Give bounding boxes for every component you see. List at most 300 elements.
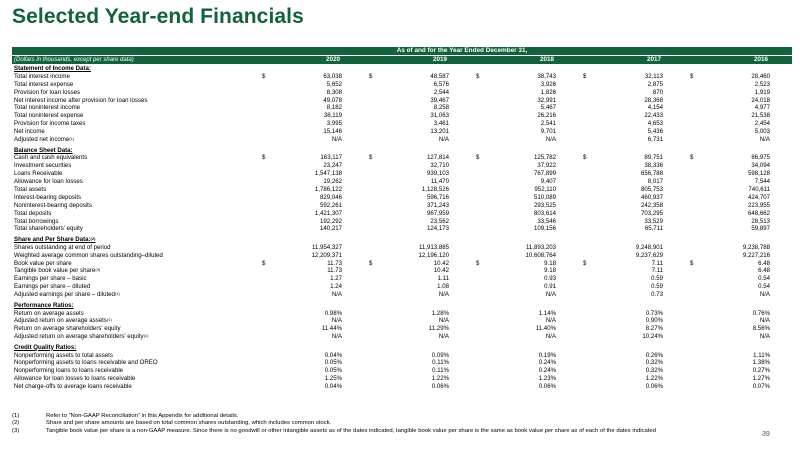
cell-value: 9,407 — [540, 178, 556, 186]
cell-value: 59,897 — [751, 225, 770, 233]
table-row — [12, 225, 792, 233]
currency-symbol: $ — [690, 259, 694, 267]
cell-value: 11.44% — [321, 325, 342, 333]
cell-value: 11,470 — [430, 178, 449, 186]
cell-value: 1,421,307 — [314, 209, 342, 217]
cell-value: 9.18 — [544, 267, 556, 275]
page-title: Selected Year-end Financials — [12, 5, 304, 28]
cell-value: 34,094 — [751, 162, 770, 170]
table-row — [12, 81, 792, 89]
row-label-text: Nonperforming assets to loans receivable and OREO — [14, 359, 158, 367]
cell-value: N/A — [545, 333, 556, 341]
cell-value: 22,433 — [644, 112, 663, 120]
footnote-text: Share and per share amounts are based on total common shares outstanding, which includes common stock. — [46, 420, 332, 427]
cell-value: 0.11% — [432, 367, 449, 375]
section-heading-label — [14, 65, 91, 73]
row-label-text: Adjusted return on average assets — [14, 317, 107, 325]
cell-value: 0.76% — [752, 309, 770, 317]
cell-value: 0.93 — [544, 275, 556, 283]
section-heading-label — [14, 147, 73, 155]
cell-value: 3,926 — [540, 80, 556, 88]
cell-value: 0.54 — [758, 275, 770, 283]
table-row — [12, 162, 792, 170]
cell-value: 37,922 — [537, 162, 556, 170]
cell-value: 1.27 — [330, 275, 342, 283]
cell-value: 0.07% — [752, 383, 770, 391]
section-heading-text: Statement of Income Data: — [14, 65, 91, 72]
table-row — [12, 283, 792, 291]
cell-value: N/A — [759, 136, 770, 144]
cell-value: 0.04% — [324, 351, 342, 359]
cell-value: N/A — [759, 317, 770, 325]
cell-value: 9,701 — [540, 128, 556, 136]
cell-value: 11.40% — [535, 325, 556, 333]
cell-value: 5,003 — [754, 128, 770, 136]
row-label-text: Total borrowings — [14, 217, 59, 225]
table-row — [12, 178, 792, 186]
cell-value: 870 — [652, 88, 663, 96]
cell-value: 2,454 — [754, 120, 770, 128]
currency-symbol: $ — [262, 259, 266, 267]
cell-value: 0.06% — [538, 383, 556, 391]
cell-value: 0.11% — [432, 359, 449, 367]
cell-value: N/A — [331, 136, 342, 144]
cell-value: 0.06% — [645, 383, 663, 391]
row-label — [14, 333, 148, 341]
cell-value: 140,217 — [319, 225, 342, 233]
currency-symbol: $ — [262, 72, 266, 80]
cell-value: 7.11 — [651, 267, 663, 275]
row-label — [14, 202, 92, 210]
cell-value: 2,541 — [540, 120, 556, 128]
cell-value: 939,103 — [426, 170, 449, 178]
cell-value: N/A — [438, 136, 449, 144]
currency-symbol: $ — [369, 72, 373, 80]
row-label-text: Return on average assets — [14, 309, 84, 317]
footnote-ref: (1) — [143, 333, 149, 339]
cell-value: 8,017 — [647, 178, 663, 186]
cell-value: 0.90% — [645, 317, 663, 325]
cell-value: 3,461 — [433, 120, 449, 128]
cell-value: 109,156 — [533, 225, 556, 233]
section-heading — [12, 65, 792, 73]
cell-value: 703,295 — [640, 209, 663, 217]
cell-value: N/A — [438, 333, 449, 341]
row-label — [14, 359, 158, 367]
cell-value: N/A — [759, 291, 770, 299]
cell-value: 293,525 — [533, 201, 556, 209]
cell-value: 4,977 — [754, 104, 770, 112]
cell-value: 163,117 — [320, 154, 342, 162]
footnote-text: Refer to “Non-GAAP Reconciliation” in this Appendix for additional details. — [46, 413, 239, 419]
row-label-text: Shares outstanding at end of period — [14, 243, 111, 251]
row-label-text: Earnings per share – diluted — [14, 283, 91, 291]
row-label-text: Weighted average common shares outstanding–diluted — [14, 251, 163, 259]
cell-value: 5,652 — [326, 80, 342, 88]
section-heading — [12, 147, 792, 155]
row-label — [14, 186, 46, 194]
table-row — [12, 97, 792, 105]
cell-value: 1.22% — [645, 375, 663, 383]
year-header-2018: 2018 — [539, 56, 554, 63]
cell-value: 0.98% — [324, 309, 342, 317]
cell-value: 9.18 — [544, 259, 556, 267]
cell-value: N/A — [545, 291, 556, 299]
cell-value: 0.05% — [324, 359, 342, 367]
row-label — [14, 81, 73, 89]
cell-value: 6,731 — [647, 136, 663, 144]
row-label — [14, 383, 132, 391]
table-row — [12, 186, 792, 194]
cell-value: 9,238,788 — [742, 243, 770, 251]
table-row — [12, 375, 792, 383]
cell-value: 32,710 — [430, 162, 449, 170]
row-label — [14, 154, 87, 162]
table-row — [12, 136, 792, 144]
cell-value: 648,662 — [747, 209, 770, 217]
row-label-text: Total shareholders' equity — [14, 225, 83, 233]
row-label — [14, 352, 113, 360]
currency-symbol: $ — [262, 154, 266, 162]
table-row — [12, 104, 792, 112]
table-row — [12, 89, 792, 97]
row-label-text: Total deposits — [14, 209, 52, 217]
cell-value: 8,308 — [326, 88, 342, 96]
cell-value: 0.05% — [324, 367, 342, 375]
row-label — [14, 120, 85, 128]
currency-symbol: $ — [690, 154, 694, 162]
cell-value: 125,782 — [533, 154, 556, 162]
units-note: (Dollars in thousands, except per share data) — [14, 57, 134, 63]
cell-value: 740,611 — [748, 185, 770, 193]
cell-value: 48,587 — [430, 72, 449, 80]
year-header-2019: 2019 — [432, 56, 447, 63]
row-label-text: Total noninterest expense — [14, 112, 84, 120]
row-label — [14, 367, 123, 375]
row-label-text: Loans Receivable — [14, 170, 63, 178]
cell-value: 2,875 — [647, 80, 663, 88]
table-row — [12, 73, 792, 81]
row-label — [14, 89, 80, 97]
cell-value: 656,788 — [640, 170, 663, 178]
table-row — [12, 218, 792, 226]
cell-value: 967,959 — [426, 209, 449, 217]
row-label — [14, 275, 87, 283]
cell-value: 1,826 — [540, 88, 556, 96]
cell-value: 33,529 — [644, 217, 663, 225]
row-label — [14, 252, 163, 260]
cell-value: 0.59 — [651, 283, 663, 291]
currency-symbol: $ — [369, 259, 373, 267]
row-label-text: Total interest expense — [14, 80, 74, 88]
row-label-text: Total assets — [14, 185, 47, 193]
table-row — [12, 267, 792, 275]
footnote-text: Tangible book value per share is a non-GAAP measure. Since there is no goodwill or other intangible assets as of the dates indicated, tangible book value per share is the same as book value per share as of each of the dates indicated — [46, 427, 656, 434]
row-label-text: Allowance for loan losses — [14, 178, 83, 186]
cell-value: 33,546 — [537, 217, 556, 225]
year-header-2020: 2020 — [325, 56, 340, 63]
row-label-text: Net income — [14, 128, 45, 136]
column-header-row — [12, 56, 792, 64]
row-label-text: Allowance for loan losses to loans receivable — [14, 375, 136, 383]
cell-value: N/A — [545, 317, 556, 325]
row-label-text: Interest-bearing deposits — [14, 193, 82, 201]
cell-value: 460,937 — [640, 193, 663, 201]
cell-value: 38,119 — [323, 112, 342, 120]
cell-value: 89,751 — [644, 154, 663, 162]
cell-value: 1,128,526 — [421, 185, 449, 193]
table-row — [12, 325, 792, 333]
table-row — [12, 310, 792, 318]
cell-value: 0.04% — [324, 383, 342, 391]
row-label-text: Noninterest-bearing deposits — [14, 201, 92, 209]
row-label — [14, 225, 83, 233]
row-label — [14, 104, 80, 112]
table-row — [12, 252, 792, 260]
cell-value: 23,247 — [323, 162, 342, 170]
cell-value: 2,544 — [433, 88, 449, 96]
table-row — [12, 120, 792, 128]
table-row — [12, 352, 792, 360]
cell-value: N/A — [331, 317, 342, 325]
cell-value: 11.73 — [327, 259, 342, 267]
cell-value: 1.25% — [324, 375, 342, 383]
cell-value: N/A — [438, 291, 449, 299]
cell-value: 371,243 — [426, 201, 449, 209]
row-label — [14, 291, 120, 299]
cell-value: 4,154 — [647, 104, 663, 112]
row-label — [14, 112, 83, 120]
currency-symbol: $ — [583, 154, 587, 162]
footnote-number: (2) — [12, 420, 20, 427]
row-label — [14, 178, 83, 186]
row-label-text: Net charge-offs to average loans receivable — [14, 383, 132, 391]
cell-value: 6.48 — [758, 267, 770, 275]
cell-value: 0.91 — [544, 283, 556, 291]
table-row — [12, 333, 792, 341]
cell-value: 5,436 — [647, 128, 663, 136]
cell-value: 829,046 — [319, 193, 342, 201]
cell-value: 0.32% — [645, 367, 663, 375]
row-label-text: Adjusted return on average shareholders' equity — [14, 333, 144, 341]
page-number: 39 — [762, 431, 770, 438]
cell-value: 12,196,120 — [418, 251, 449, 259]
cell-value: 0.19% — [538, 351, 556, 359]
cell-value: 192,292 — [319, 217, 342, 225]
year-header-2016: 2016 — [753, 56, 768, 63]
cell-value: 28,460 — [751, 72, 770, 80]
cell-value: 242,358 — [640, 201, 663, 209]
row-label — [14, 267, 100, 275]
cell-value: 24,018 — [751, 96, 770, 104]
section-heading — [12, 344, 792, 352]
cell-value: N/A — [438, 317, 449, 325]
table-row — [12, 291, 792, 299]
currency-symbol: $ — [476, 72, 480, 80]
cell-value: 49,078 — [323, 96, 342, 104]
row-label — [14, 310, 84, 318]
footnote-number: (1) — [12, 413, 20, 419]
cell-value: 32,991 — [537, 96, 556, 104]
footnote-ref: (1) — [106, 317, 112, 323]
row-label-text: Earnings per share – basic — [14, 275, 87, 283]
row-label — [14, 317, 112, 325]
table-row — [12, 128, 792, 136]
cell-value: 19,262 — [323, 178, 342, 186]
table-row — [12, 367, 792, 375]
cell-value: 31,063 — [430, 112, 449, 120]
cell-value: 0.73 — [651, 291, 663, 299]
row-label-text: Total interest income — [14, 72, 70, 80]
table-row — [12, 194, 792, 202]
row-label-text: Nonperforming loans to loans receivable — [14, 367, 124, 375]
row-label — [14, 283, 90, 291]
cell-value: 38,743 — [537, 72, 556, 80]
row-label-text: Provision for income taxes — [14, 120, 86, 128]
cell-value: 803,614 — [533, 209, 556, 217]
row-label — [14, 260, 72, 268]
table-row — [12, 170, 792, 178]
cell-value: 0.24% — [538, 359, 556, 367]
cell-value: 7,544 — [754, 178, 770, 186]
currency-symbol: $ — [476, 259, 480, 267]
cell-value: 8,182 — [326, 104, 342, 112]
cell-value: 1,786,122 — [314, 185, 342, 193]
cell-value: 1.38% — [752, 359, 770, 367]
cell-value: 1,547,138 — [314, 170, 342, 178]
row-label-text: Provision for loan losses — [14, 88, 81, 96]
cell-value: 10,608,764 — [525, 251, 556, 259]
cell-value: 8.56% — [752, 325, 770, 333]
section-heading-text: Balance Sheet Data: — [14, 146, 73, 154]
row-label-text: Cash and cash equivalents — [14, 154, 88, 162]
table-row — [12, 383, 792, 391]
currency-symbol: $ — [583, 259, 587, 267]
cell-value: 6.48 — [758, 259, 770, 267]
section-heading-label — [14, 236, 95, 244]
cell-value: N/A — [331, 333, 342, 341]
cell-value: 0.27% — [752, 367, 770, 375]
table-row — [12, 210, 792, 218]
table-row — [12, 202, 792, 210]
row-label-text: Tangible book value per share — [14, 267, 96, 275]
cell-value: 4,653 — [647, 120, 663, 128]
cell-value: 21,538 — [751, 112, 770, 120]
cell-value: 1.22% — [431, 375, 449, 383]
cell-value: 223,955 — [747, 201, 770, 209]
cell-value: 26,216 — [537, 112, 556, 120]
section-heading-text: Performance Ratios: — [14, 301, 74, 309]
row-label-text: Total noninterest income — [14, 104, 81, 112]
cell-value: N/A — [759, 333, 770, 341]
section-heading-text: Share and Per Share Data: — [14, 235, 91, 243]
cell-value: 6,576 — [433, 80, 449, 88]
cell-value: 9,248,901 — [635, 243, 663, 251]
cell-value: N/A — [331, 291, 342, 299]
footnote-number: (3) — [12, 427, 20, 434]
cell-value: 86,975 — [751, 154, 770, 162]
row-label — [14, 375, 135, 383]
row-label-text: Book value per share — [14, 259, 72, 267]
currency-symbol: $ — [369, 154, 373, 162]
cell-value: 0.26% — [645, 351, 663, 359]
cell-value: 9,237,629 — [635, 251, 663, 259]
cell-value: 805,753 — [640, 185, 663, 193]
row-label-text: Investment securities — [14, 162, 72, 170]
footnote-ref: (3) — [95, 267, 101, 273]
row-label — [14, 218, 58, 226]
cell-value: 510,089 — [533, 193, 556, 201]
footnote — [12, 413, 762, 420]
cell-value: 11,954,327 — [311, 243, 342, 251]
cell-value: 39,467 — [430, 96, 449, 104]
cell-value: 596,716 — [426, 193, 449, 201]
row-label — [14, 73, 70, 81]
cell-value: 1.11 — [437, 275, 449, 283]
cell-value: 10.42 — [433, 259, 449, 267]
row-label — [14, 244, 111, 252]
cell-value: 12,209,371 — [311, 251, 342, 259]
cell-value: 11,893,203 — [525, 243, 556, 251]
row-label — [14, 325, 121, 333]
row-label-text: Adjusted earnings per share – diluted — [14, 291, 115, 299]
cell-value: 9,227,216 — [742, 251, 770, 259]
section-heading — [12, 236, 792, 244]
cell-value: 1.23% — [538, 375, 556, 383]
section-heading-label — [14, 344, 76, 352]
cell-value: 0.24% — [538, 367, 556, 375]
cell-value: 127,814 — [426, 154, 449, 162]
cell-value: 10.42 — [433, 267, 449, 275]
cell-value: 1.24 — [330, 283, 342, 291]
cell-value: 598,128 — [747, 170, 770, 178]
footnote — [12, 428, 762, 435]
cell-value: 13,201 — [430, 128, 449, 136]
cell-value: 11,913,885 — [418, 243, 449, 251]
row-label-text: Nonperforming assets to total assets — [14, 351, 113, 359]
section-heading-label — [14, 302, 74, 310]
cell-value: 11.29% — [428, 325, 449, 333]
section-heading — [12, 302, 792, 310]
cell-value: 0.59 — [651, 275, 663, 283]
financials-table — [12, 65, 792, 391]
cell-value: 65,711 — [644, 225, 663, 233]
cell-value: 1.11% — [753, 351, 770, 359]
section-heading-text: Credit Quality Ratios: — [14, 343, 77, 351]
cell-value: 38,336 — [644, 162, 663, 170]
cell-value: 5,467 — [540, 104, 556, 112]
cell-value: 10.24% — [642, 333, 663, 341]
cell-value: 63,038 — [323, 72, 342, 80]
cell-value: 1,919 — [754, 88, 770, 96]
cell-value: 1.28% — [431, 309, 449, 317]
row-label — [14, 210, 51, 218]
cell-value: 0.32% — [645, 359, 663, 367]
cell-value: 28,368 — [644, 96, 663, 104]
row-label — [14, 194, 81, 202]
year-header-2017: 2017 — [646, 56, 661, 63]
cell-value: 7.11 — [651, 259, 663, 267]
row-label-text: Net interest income after provision for loan losses — [14, 96, 148, 104]
cell-value: 124,173 — [426, 225, 449, 233]
row-label-text: Return on average shareholders' equity — [14, 325, 121, 333]
cell-value: 2,523 — [754, 80, 770, 88]
cell-value: 424,707 — [747, 193, 770, 201]
cell-value: 1.08 — [437, 283, 449, 291]
row-label — [14, 170, 62, 178]
cell-value: 28,513 — [751, 217, 770, 225]
cell-value: 32,113 — [644, 72, 663, 80]
